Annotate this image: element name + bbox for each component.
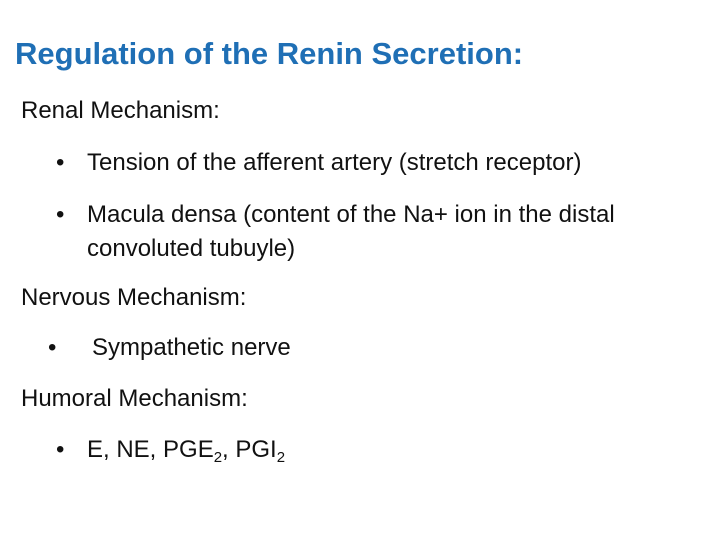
bullet-icon: • bbox=[56, 201, 65, 228]
list-item bbox=[56, 198, 706, 268]
humoral-mechanism-heading: Humoral Mechanism: bbox=[21, 385, 248, 412]
list-item-text bbox=[87, 433, 285, 467]
subscript: 2 bbox=[213, 449, 223, 466]
list-item-text: Tension of the afferent artery (stretch receptor) bbox=[87, 149, 582, 176]
bullet-icon: • bbox=[56, 149, 65, 176]
renal-mechanism-heading: Renal Mechanism: bbox=[21, 97, 220, 124]
page-title: Regulation of the Renin Secretion: bbox=[15, 36, 524, 71]
humoral-text-prefix: E, NE, PGE bbox=[87, 436, 214, 463]
list-item-text: Sympathetic nerve bbox=[92, 334, 291, 361]
subscript: 2 bbox=[276, 449, 286, 466]
list-item bbox=[48, 331, 448, 365]
list-item bbox=[56, 433, 456, 469]
nervous-mechanism-heading: Nervous Mechanism: bbox=[21, 284, 247, 311]
list-item bbox=[56, 146, 706, 180]
bullet-icon: • bbox=[56, 436, 65, 463]
bullet-icon: • bbox=[48, 334, 57, 361]
humoral-text-separator: , PGI bbox=[222, 436, 277, 463]
list-item-text: Macula densa (content of the Na+ ion in the distal convoluted tubuyle) bbox=[87, 201, 615, 262]
